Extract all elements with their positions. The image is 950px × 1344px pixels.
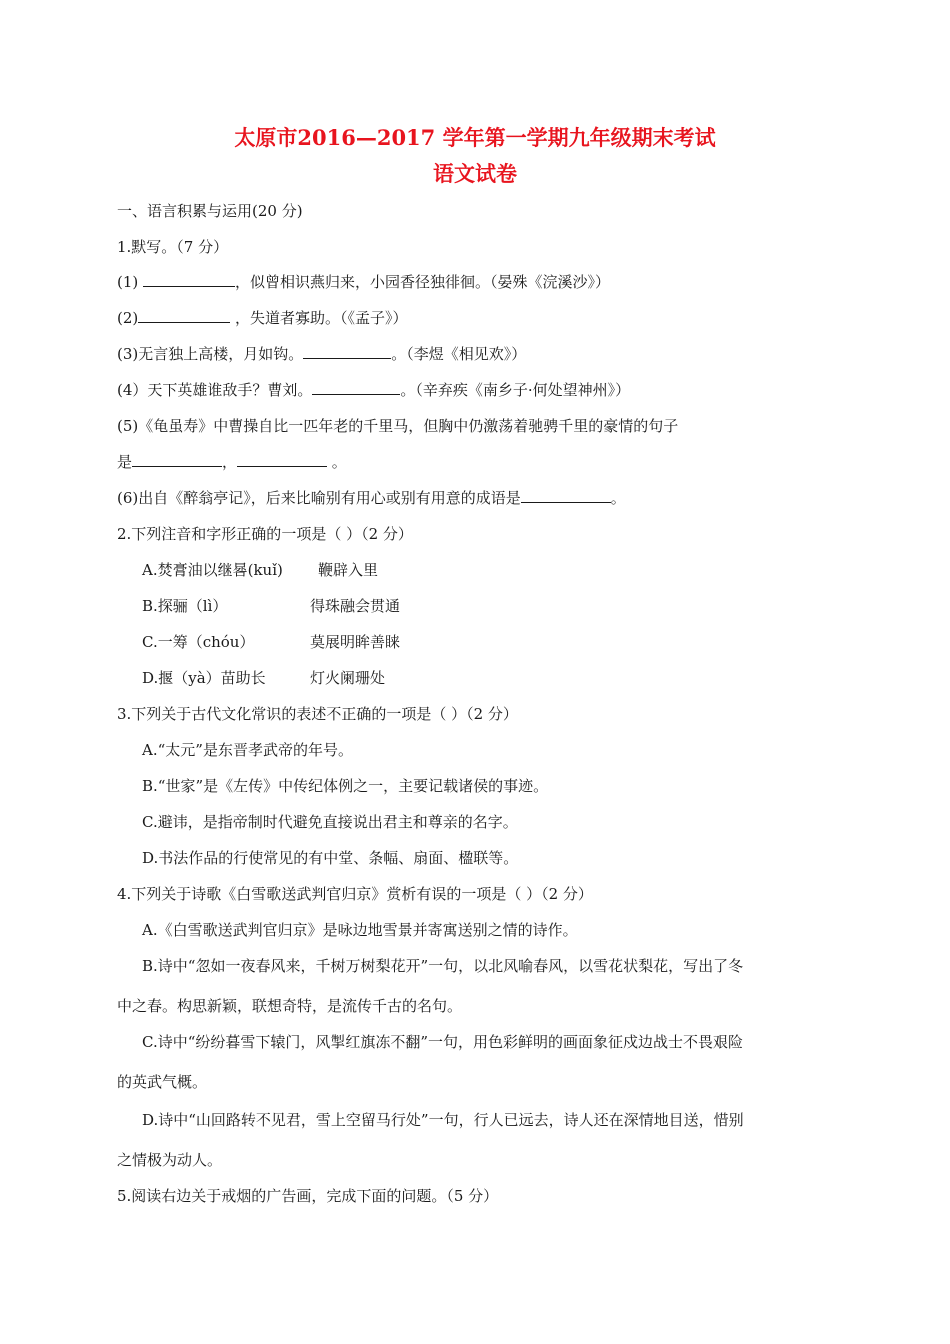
- question-1-item-4: [117, 380, 630, 400]
- question-1-item-2: [117, 308, 408, 328]
- exam-title: 太原市2016—2017 学年第一学期九年级期末考试: [234, 125, 716, 150]
- question-4-option-b-line2: 中之春。构思新颖，联想奇特，是流传千古的名句。: [117, 997, 463, 1015]
- option-a-part1: A.焚膏油以继晷(kuǐ): [142, 561, 283, 579]
- question-1-item-3: [117, 344, 526, 364]
- question-2-stem: 2.下列注音和字形正确的一项是（ ）（2 分）: [117, 525, 413, 543]
- question-4-option-d-line1: D.诗中“山回路转不见君，雪上空留马行处”一句，行人已远去，诗人还在深情地目送，惜别: [142, 1111, 744, 1129]
- item-1-prefix: (1): [117, 273, 144, 291]
- item-1-suffix: ，似曾相识燕归来，小园香径独徘徊。（晏殊《浣溪沙》）: [235, 273, 611, 291]
- fill-blank: [143, 272, 235, 287]
- question-3-option-b: B.“世家”是《左传》中传纪体例之一，主要记载诸侯的事迹。: [142, 777, 549, 795]
- item-2-suffix: ，失道者寡助。（《孟子》）: [230, 309, 408, 327]
- item-6-suffix: 。: [610, 489, 626, 507]
- option-b-part1: B.探骊（lì）: [142, 597, 228, 615]
- question-1-item-5-line1: (5)《龟虽寿》中曹操自比一匹年老的千里马，但胸中仍激荡着驰骋千里的豪情的句子: [117, 417, 679, 435]
- fill-blank: [521, 488, 611, 503]
- item-4-suffix: 。（辛弃疾《南乡子·何处望神州》）: [400, 381, 631, 399]
- item-3-prefix: (3)无言独上高楼，月如钩。: [117, 345, 304, 363]
- question-4-option-d-line2: 之情极为动人。: [117, 1151, 223, 1169]
- option-b-part2: 得珠融会贯通: [310, 597, 401, 615]
- exam-subtitle: 语文试卷: [433, 161, 517, 186]
- question-2-option-a: [142, 560, 378, 580]
- option-c-part1: C.一筹（chóu）: [142, 633, 255, 651]
- option-d-part2: 灯火阑珊处: [310, 669, 386, 687]
- question-3-option-d: D.书法作品的行使常见的有中堂、条幅、扇面、楹联等。: [142, 849, 519, 867]
- item-3-suffix: 。（李煜《相见欢》）: [391, 345, 527, 363]
- section-heading: 一、语言积累与运用(20 分): [117, 202, 303, 220]
- question-3-stem: 3.下列关于古代文化常识的表述不正确的一项是（ ）（2 分）: [117, 705, 518, 723]
- item-6-prefix: (6)出自《醉翁亭记》，后来比喻别有用心或别有用意的成语是: [117, 489, 521, 507]
- question-4-option-b-line1: B.诗中“忽如一夜春风来，千树万树梨花开”一句，以北风喻春风，以雪花状梨花，写出了冬: [142, 957, 744, 975]
- question-4-option-a: A.《白雪歌送武判官归京》是咏边地雪景并寄寓送别之情的诗作。: [142, 921, 578, 939]
- item-4-prefix: (4）天下英雄谁敌手？曹刘。: [117, 381, 313, 399]
- option-c-part2: 莫展明眸善睐: [310, 633, 401, 651]
- question-2-option-c: [142, 632, 400, 652]
- question-4-option-c-line1: C.诗中“纷纷暮雪下辕门，风掣红旗冻不翻”一句，用色彩鲜明的画面象征戍边战士不畏艰险: [142, 1033, 744, 1051]
- item-5-suffix: 。: [327, 453, 347, 471]
- item-5-prefix: 是: [117, 453, 133, 471]
- fill-blank: [237, 452, 327, 467]
- question-1-item-6: [117, 488, 626, 508]
- question-1-item-5-line2: [117, 452, 347, 472]
- fill-blank: [303, 344, 391, 359]
- question-1-item-1: [117, 272, 610, 292]
- item-5-mid: ，: [222, 453, 238, 471]
- question-4-stem: 4.下列关于诗歌《白雪歌送武判官归京》赏析有误的一项是（ ）（2 分）: [117, 885, 593, 903]
- question-3-option-c: C.避讳，是指帝制时代避免直接说出君主和尊亲的名字。: [142, 813, 518, 831]
- fill-blank: [138, 308, 230, 323]
- question-1-stem: 1.默写。（7 分）: [117, 238, 229, 256]
- question-5-stem: 5.阅读右边关于戒烟的广告画，完成下面的问题。（5 分）: [117, 1187, 499, 1205]
- item-2-prefix: (2): [117, 309, 139, 327]
- option-a-part2: 鞭辟入里: [318, 561, 379, 579]
- option-d-part1: D.揠（yà）苗助长: [142, 669, 266, 687]
- question-4-option-c-line2: 的英武气概。: [117, 1073, 208, 1091]
- fill-blank: [132, 452, 222, 467]
- question-2-option-b: [142, 596, 400, 616]
- fill-blank: [312, 380, 400, 395]
- question-2-option-d: [142, 668, 385, 688]
- question-3-option-a: A.“太元”是东晋孝武帝的年号。: [142, 741, 353, 759]
